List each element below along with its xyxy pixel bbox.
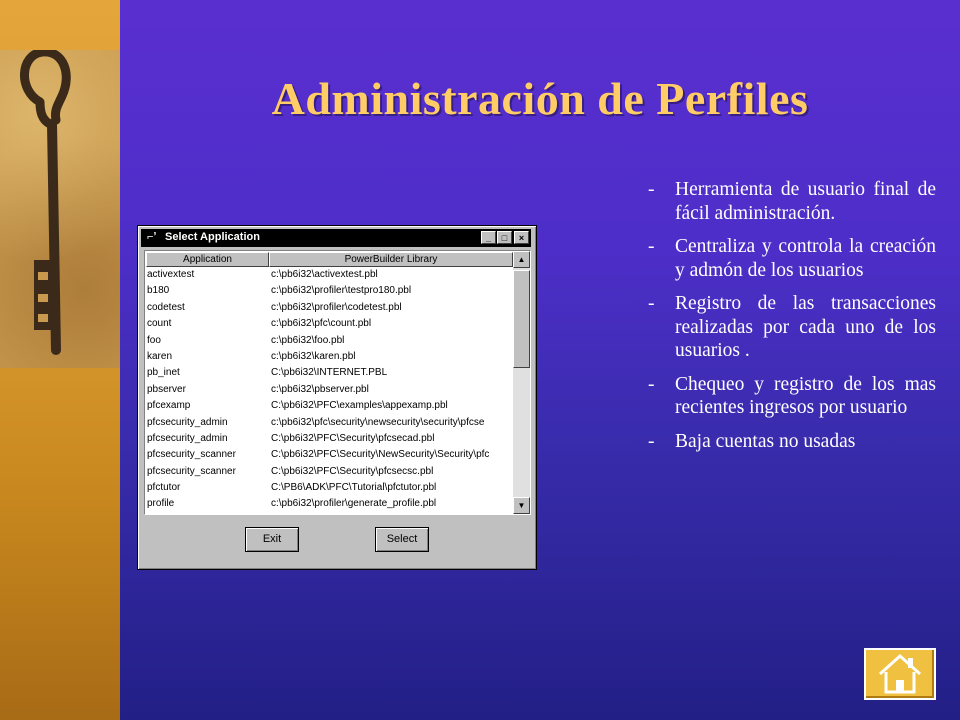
table-row[interactable] bbox=[145, 334, 512, 350]
maximize-button[interactable]: □ bbox=[497, 231, 512, 244]
table-row[interactable] bbox=[145, 383, 512, 399]
select-button[interactable]: Select bbox=[375, 527, 429, 552]
list-rows bbox=[145, 268, 512, 514]
table-row[interactable] bbox=[145, 465, 512, 481]
bullet-text: Centraliza y controla la creación y admón de los usuarios bbox=[675, 236, 936, 281]
scroll-down-icon[interactable]: ▼ bbox=[513, 497, 530, 514]
scroll-thumb[interactable] bbox=[513, 270, 530, 368]
column-header-library[interactable]: PowerBuilder Library bbox=[269, 252, 513, 267]
bullet-marker: - bbox=[648, 293, 655, 314]
library-path: C:\PB6\ADK\PFC\Tutorial\pfctutor.pbl bbox=[271, 482, 437, 494]
application-name: foo bbox=[147, 334, 161, 346]
close-button[interactable]: × bbox=[514, 231, 529, 244]
slide-title: Administración de Perfiles bbox=[271, 73, 809, 124]
bullet-text: Registro de las transacciones realizadas por cada uno de los usuarios . bbox=[675, 293, 936, 361]
application-name: profile bbox=[147, 498, 175, 510]
library-path: C:\pb6i32\PFC\Security\pfcsecsc.pbl bbox=[271, 465, 434, 477]
bullet-text: Chequeo y registro de los mas recientes ingresos por usuario bbox=[675, 373, 936, 418]
table-row[interactable] bbox=[145, 301, 512, 317]
table-row[interactable] bbox=[145, 284, 512, 300]
library-path: C:\pb6i32\PFC\Security\NewSecurity\Security\pfc bbox=[271, 449, 490, 461]
bullet-text: Herramienta de usuario final de fácil administración. bbox=[675, 179, 936, 224]
table-row[interactable] bbox=[145, 399, 512, 415]
library-path: c:\pb6i32\profiler\testpro180.pbl bbox=[271, 285, 412, 297]
dialog-titlebar[interactable] bbox=[141, 229, 531, 247]
bullet-item bbox=[648, 235, 936, 282]
dialog-title: Select Application bbox=[165, 231, 260, 243]
table-row[interactable] bbox=[145, 497, 512, 513]
application-name: pfcsecurity_scanner bbox=[147, 465, 236, 477]
table-row[interactable] bbox=[145, 366, 512, 382]
table-row[interactable] bbox=[145, 350, 512, 366]
table-row[interactable] bbox=[145, 416, 512, 432]
select-application-dialog bbox=[137, 225, 537, 570]
home-icon bbox=[866, 650, 934, 698]
bullet-text: Baja cuentas no usadas bbox=[675, 430, 856, 452]
library-path: C:\pb6i32\PFC\Security\pfcsecad.pbl bbox=[271, 432, 435, 444]
table-row[interactable] bbox=[145, 317, 512, 333]
application-name: karen bbox=[147, 350, 173, 362]
library-path: c:\pb6i32\pbserver.pbl bbox=[271, 383, 369, 395]
bullet-marker: - bbox=[648, 430, 655, 452]
library-path: C:\pb6i32\INTERNET.PBL bbox=[271, 367, 388, 379]
application-name: pfcexamp bbox=[147, 400, 191, 412]
powerbuilder-icon: ⌐ʼ bbox=[147, 231, 157, 243]
bullet-item bbox=[648, 373, 936, 420]
library-path: c:\pb6i32\foo.pbl bbox=[271, 334, 345, 346]
application-list[interactable] bbox=[144, 250, 531, 515]
scroll-up-icon[interactable]: ▲ bbox=[513, 251, 530, 268]
library-path: C:\pb6i32\PFC\examples\appexamp.pbl bbox=[271, 400, 448, 412]
bullet-marker: - bbox=[648, 179, 655, 200]
library-path: c:\pb6i32\profiler\codetest.pbl bbox=[271, 301, 402, 313]
bullet-list bbox=[648, 178, 936, 463]
bullet-item bbox=[648, 178, 936, 225]
library-path: c:\pb6i32\pfc\security\newsecurity\security\pfcse bbox=[271, 416, 485, 428]
exit-button[interactable]: Exit bbox=[245, 527, 299, 552]
application-name: pbserver bbox=[147, 383, 186, 395]
minimize-button[interactable]: _ bbox=[481, 231, 496, 244]
application-name: pfctutor bbox=[147, 482, 181, 494]
table-row[interactable] bbox=[145, 432, 512, 448]
table-row[interactable] bbox=[145, 268, 512, 284]
application-name: pfcsecurity_scanner bbox=[147, 449, 236, 461]
bullet-item bbox=[648, 430, 936, 454]
table-row[interactable] bbox=[145, 448, 512, 464]
application-name: b180 bbox=[147, 285, 170, 297]
application-name: activextest bbox=[147, 269, 195, 280]
library-path: c:\pb6i32\activextest.pbl bbox=[271, 269, 378, 280]
column-header-application[interactable]: Application bbox=[146, 252, 269, 267]
antique-key-icon bbox=[0, 50, 120, 368]
left-decorative-strip bbox=[0, 0, 120, 720]
application-name: pb_inet bbox=[147, 367, 180, 379]
application-name: count bbox=[147, 318, 172, 330]
table-row[interactable] bbox=[145, 481, 512, 497]
application-name: codetest bbox=[147, 301, 185, 313]
vertical-scrollbar[interactable] bbox=[513, 251, 530, 514]
bullet-item bbox=[648, 292, 936, 363]
bullet-marker: - bbox=[648, 236, 655, 257]
library-path: c:\pb6i32\karen.pbl bbox=[271, 350, 356, 362]
bullet-marker: - bbox=[648, 373, 655, 395]
application-name: pfcsecurity_admin bbox=[147, 432, 228, 444]
library-path: c:\pb6i32\pfc\count.pbl bbox=[271, 318, 372, 330]
library-path: c:\pb6i32\profiler\generate_profile.pbl bbox=[271, 498, 437, 510]
application-name: pfcsecurity_admin bbox=[147, 416, 228, 428]
home-button[interactable] bbox=[864, 648, 936, 700]
